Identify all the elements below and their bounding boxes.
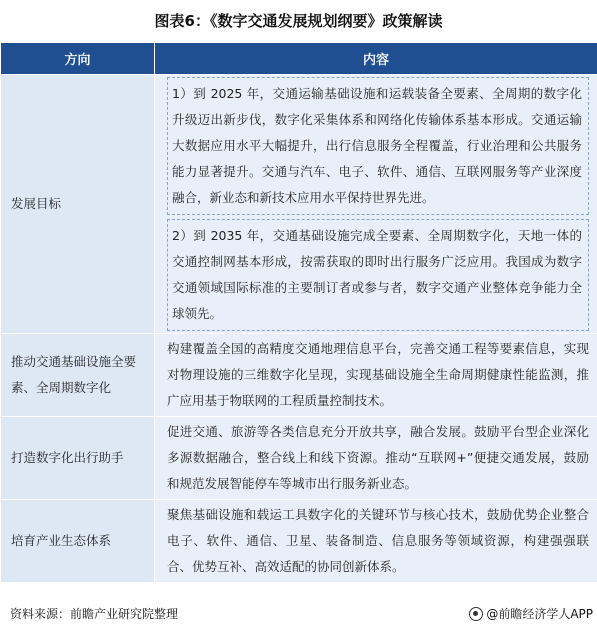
row-content-infrastructure: 构建覆盖全国的高精度交通地理信息平台，完善交通工程等要素信息，实现对物理设施的三维数字化呈现，实现基础设施全生命周期健康性能监测，推广应用基于物联网的工程质量控制技术。 [155, 334, 597, 417]
source-note: 资料来源：前瞻产业研究院整理 [10, 607, 179, 621]
row-label-industry-ecosystem: 培育产业生态体系 [1, 500, 155, 583]
policy-table [0, 42, 597, 583]
brand-text: @前瞻经济学人APP [486, 607, 593, 621]
table-row [1, 500, 597, 583]
table-row [1, 334, 597, 417]
brand-credit [469, 602, 593, 626]
brand-logo-icon [469, 607, 483, 621]
row-label-development-goals: 发展目标 [1, 75, 155, 334]
footer [0, 602, 597, 626]
goal-item-2035: 2）到 2035 年，交通基础设施完成全要素、全周期数字化，天地一体的交通控制网基本形成，按需获取的即时出行服务广泛应用。我国成为数字交通领域国际标准的主要制订者或参与者，数字交通产业整体竞争能力全球领先。 [167, 219, 589, 331]
table-row [1, 417, 597, 500]
row-content-travel-assistant: 促进交通、旅游等各类信息充分开放共享，融合发展。鼓励平台型企业深化多源数据融合，整合线上和线下资源。推动“互联网+”便捷交通发展，鼓励和规范发展智能停车等城市出行服务新业态。 [155, 417, 597, 500]
table-header-row [1, 43, 597, 75]
header-content: 内容 [155, 43, 597, 75]
goal-item-2025: 1）到 2025 年，交通运输基础设施和运载装备全要素、全周期的数字化升级迈出新步伐，数字化采集体系和网络化传输体系基本形成。交通运输大数据应用水平大幅提升，出行信息服务全程覆盖，行业治理和公共服务能力显著提升。交通与汽车、电子、软件、通信、互联网服务等产业深度融合，新业态和新技术应用水平保持世界先进。 [167, 77, 589, 215]
row-label-infrastructure: 推动交通基础设施全要素、全周期数字化 [1, 334, 155, 417]
row-content-development-goals [155, 75, 597, 334]
header-direction: 方向 [1, 43, 155, 75]
table-row [1, 75, 597, 334]
page-title: 图表6：《数字交通发展规划纲要》政策解读 [154, 12, 443, 30]
row-content-industry-ecosystem: 聚焦基础设施和载运工具数字化的关键环节与核心技术，鼓励优势企业整合电子、软件、通信、卫星、装备制造、信息服务等领域资源，构建强强联合、优势互补、高效适配的协同创新体系。 [155, 500, 597, 583]
row-label-travel-assistant: 打造数字化出行助手 [1, 417, 155, 500]
